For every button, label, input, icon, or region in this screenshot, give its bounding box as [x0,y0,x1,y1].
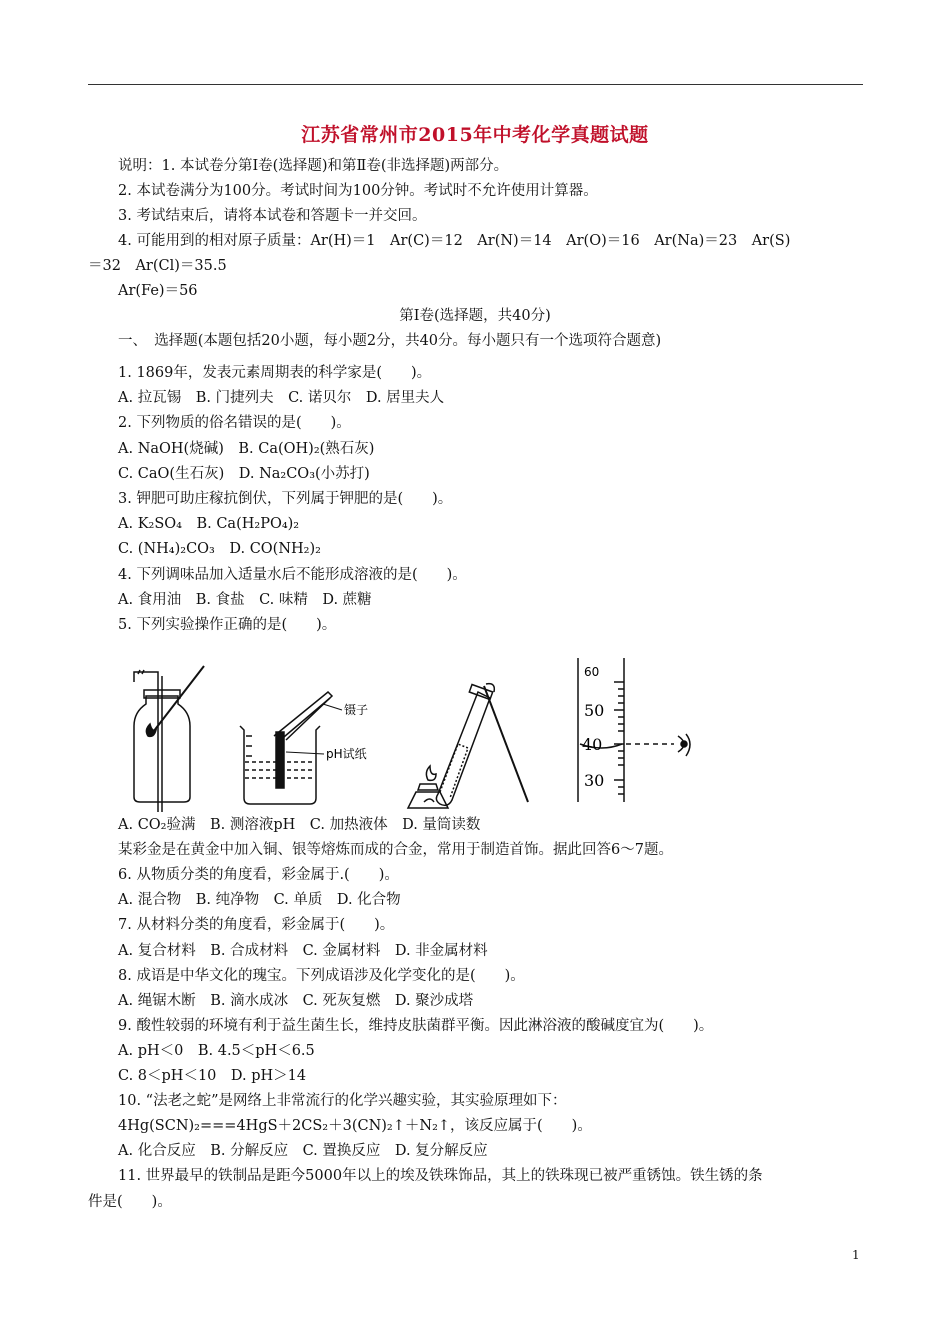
question-line: 1. 1869年，发表元素周期表的科学家是( )。 [118,365,432,381]
cylinder-label-50: 50 [584,701,605,720]
question-line: A. 拉瓦锡 B. 门捷列夫 C. 诺贝尔 D. 居里夫人 [118,390,445,407]
cylinder-label-40: 40 [582,735,603,754]
cylinder-label-60: 60 [584,665,600,679]
question-line: 4Hg(SCN)₂===4HgS＋2CS₂＋3(CN)₂↑＋N₂↑，该反应属于( )。 [118,1118,592,1135]
question-line: C. CaO(生石灰) D. Na₂CO₃(小苏打) [118,465,370,482]
question-line: A. K₂SO₄ B. Ca(H₂PO₄)₂ [118,516,300,533]
question-line: A. pH＜0 B. 4.5＜pH＜6.5 [118,1042,315,1059]
question-line: A. 化合反应 B. 分解反应 C. 置换反应 D. 复分解反应 [118,1143,488,1160]
gas-bottle-diagram [134,666,204,812]
question-line: 10. “法老之蛇”是网络上非常流行的化学兴趣实验，其实验原理如下： [118,1093,567,1110]
question-line: 5. 下列实验操作正确的是( )。 [118,617,337,633]
tweezers-label: 镊子 [344,703,369,717]
question-line: A. 绳锯木断 B. 滴水成冰 C. 死灰复燃 D. 聚沙成塔 [118,992,474,1009]
question-line: C. 8＜pH＜10 D. pH＞14 [118,1068,307,1084]
question-line: C. (NH₄)₂CO₃ D. CO(NH₂)₂ [118,541,321,558]
question-line: 6. 从物质分类的角度看，彩金属于.( )。 [118,867,399,884]
cylinder-label-30: 30 [584,771,605,790]
section-instructions: 一、 选择题(本题包括20小题，每小题2分，共40分。每小题只有一个选项符合题意) [118,333,662,349]
question-line: 7. 从材料分类的角度看，彩金属于( )。 [118,917,395,934]
note-4-cont: ＝32 Ar(Cl)＝35.5 [88,258,227,274]
note-1: 说明：1. 本试卷分第Ⅰ卷(选择题)和第Ⅱ卷(非选择题)两部分。 [118,158,509,174]
note-3: 3. 考试结束后，请将本试卷和答题卡一并交回。 [118,208,427,224]
question-line: A. 混合物 B. 纯净物 C. 单质 D. 化合物 [118,892,401,909]
question-line: 某彩金是在黄金中加入铜、银等熔炼而成的合金，常用于制造首饰。据此回答6～7题。 [118,842,673,859]
experiment-figure [118,652,758,812]
question-line: A. NaOH(烧碱) B. Ca(OH)₂(熟石灰) [118,440,375,457]
question-line: 3. 钾肥可助庄稼抗倒伏，下列属于钾肥的是( )。 [118,491,453,507]
question-line: A. CO₂验满 B. 测溶液pH C. 加热液体 D. 量筒读数 [118,817,481,833]
header-rule [88,84,863,85]
question-line: A. 复合材料 B. 合成材料 C. 金属材料 D. 非金属材料 [118,942,488,959]
section-title: 第Ⅰ卷(选择题，共40分) [399,308,551,324]
heating-tube-diagram [408,684,528,808]
question-line: 4. 下列调味品加入适量水后不能形成溶液的是( )。 [118,566,467,583]
question-line: 9. 酸性较弱的环境有利于益生菌生长，维持皮肤菌群平衡。因此淋浴液的酸碱度宜为( )。 [118,1017,714,1034]
note-4: 4. 可能用到的相对原子质量：Ar(H)＝1 Ar(C)＝12 Ar(N)＝14 Ar(O)＝16 Ar(Na)＝23 Ar(S) [118,233,791,249]
page-title: 江苏省常州市2015年中考化学真题试题 [301,124,649,146]
question-line: 件是( )。 [88,1193,172,1210]
question-line: 8. 成语是中华文化的瑰宝。下列成语涉及化学变化的是( )。 [118,967,525,984]
question-line: A. 食用油 B. 食盐 C. 味精 D. 蔗糖 [118,591,372,608]
ph-paper-label: pH试纸 [326,747,367,761]
note-2: 2. 本试卷满分为100分。考试时间为100分钟。考试时不允许使用计算器。 [118,183,598,199]
question-line: 11. 世界最早的铁制品是距今5000年以上的埃及铁珠饰品，其上的铁珠现已被严重锈蚀。铁生锈的条 [118,1168,763,1185]
question-line: 2. 下列物质的俗名错误的是( )。 [118,415,351,432]
note-5: Ar(Fe)＝56 [118,283,198,299]
page-number: 1 [852,1248,860,1262]
